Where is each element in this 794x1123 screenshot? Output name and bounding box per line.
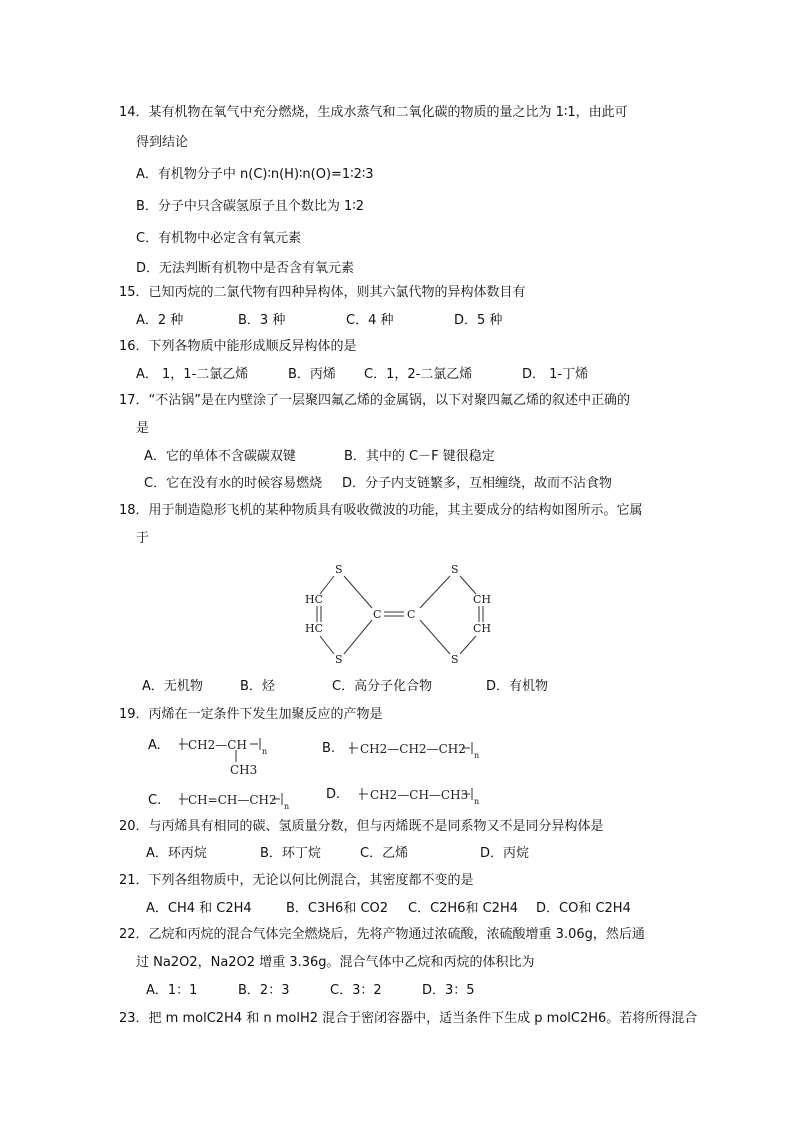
q21-stem: 21．下列各组物质中，无论以何比例混合，其密度都不变的是 <box>119 873 474 888</box>
q16-option-b: B．丙烯 <box>288 367 336 382</box>
q19-b-n: n <box>474 751 480 760</box>
q15-option-c: C．4 种 <box>346 313 394 328</box>
q22-option-c: C．3：2 <box>330 983 382 998</box>
q22-option-d: D．3：5 <box>422 983 475 998</box>
s-atom-bottom-right: S <box>451 653 459 666</box>
q15-stem: 15．已知丙烷的二氯代物有四种异构体，则其六氯代物的异构体数目有 <box>119 285 526 300</box>
q19-c-n: n <box>284 802 290 811</box>
q19-d-n: n <box>474 797 480 806</box>
q22-stem-line1: 22．乙烷和丙烷的混合气体完全燃烧后，先将产物通过浓硫酸，浓硫酸增重 3.06g，然后通 <box>119 927 645 942</box>
hc-group-bottom: HC <box>305 622 324 635</box>
q22-stem-line2: 过 Na2O2，Na2O2 增重 3.36g。混合气体中乙烷和丙烷的体积比为 <box>136 955 535 970</box>
q17-option-d: D．分子内支链繁多，互相缠绕，故而不沾食物 <box>342 476 613 491</box>
q14-option-b: B．分子中只含碳氢原子且个数比为 1∶2 <box>136 199 364 214</box>
s-atom-top-right: S <box>451 563 459 576</box>
q19-c-chain: CH=CH—CH2 <box>188 793 277 807</box>
q21-option-d: D．CO和 C2H4 <box>536 901 631 916</box>
q21-option-a: A．CH4 和 C2H4 <box>146 901 252 916</box>
q19-a-side-group: CH3 <box>230 763 258 777</box>
ch-group-bottom: CH <box>473 622 492 635</box>
q15-option-a: A．2 种 <box>136 313 184 328</box>
q20-option-b: B．环丁烷 <box>260 846 321 861</box>
s-atom-top-left: S <box>335 563 343 576</box>
q21-option-b: B．C3H6和 CO2 <box>286 901 389 916</box>
q14-option-a: A．有机物分子中 n(C)∶n(H)∶n(O)=1∶2∶3 <box>136 167 374 182</box>
q18-stem-line1: 18．用于制造隐形飞机的某种物质具有吸收微波的功能，其主要成分的结构如图所示。它属 <box>119 503 643 518</box>
q19-option-b-label: B. <box>322 741 336 756</box>
q19-d-chain: CH2—CH—CH3 <box>370 788 469 802</box>
q14-option-c: C．有机物中必定含有氧元素 <box>136 231 302 246</box>
q18-option-c: C．高分子化合物 <box>332 679 433 694</box>
q18-stem-line2: 于 <box>136 531 150 546</box>
hc-group-top: HC <box>305 593 324 606</box>
tetrathiafulvalene-structure <box>296 556 506 672</box>
q16-option-a: A． 1，1-二氯乙烯 <box>136 367 249 382</box>
ch-group-top: CH <box>473 593 492 606</box>
q18-option-b: B．烃 <box>240 679 275 694</box>
c-atom-right: C <box>407 608 416 621</box>
q15-option-b: B．3 种 <box>238 313 286 328</box>
q19-b-chain: CH2—CH2—CH2 <box>360 742 466 756</box>
q20-option-a: A．环丙烷 <box>146 846 207 861</box>
q14-stem-line1: 14．某有机物在氧气中充分燃烧，生成水蒸气和二氧化碳的物质的量之比为 1∶1，由此可 <box>119 105 628 120</box>
q22-option-a: A．1：1 <box>146 983 198 998</box>
q19-stem: 19．丙烯在一定条件下发生加聚反应的产物是 <box>119 707 383 722</box>
q16-option-c: C．1，2-二氯乙烯 <box>364 367 473 382</box>
q19-a-chain: CH2—CH <box>188 738 247 752</box>
q17-stem-line2: 是 <box>136 421 150 436</box>
q14-stem-line2: 得到结论 <box>136 135 189 150</box>
q19-option-b-structure <box>346 736 486 760</box>
q19-option-d-structure <box>356 782 486 806</box>
q20-option-c: C．乙烯 <box>360 846 409 861</box>
q16-option-d: D． 1-丁烯 <box>522 367 589 382</box>
q15-option-d: D．5 种 <box>454 313 503 328</box>
q17-option-b: B．其中的 C－F 键很稳定 <box>344 449 495 464</box>
q20-stem: 20．与丙烯具有相同的碳、氢质量分数，但与丙烯既不是同系物又不是同分异构体是 <box>119 819 604 834</box>
q20-option-d: D．丙烷 <box>480 846 530 861</box>
q19-option-c-label: C. <box>148 793 162 808</box>
q19-option-c-structure <box>176 787 296 811</box>
q21-option-c: C．C2H6和 C2H4 <box>408 901 518 916</box>
q19-a-n: n <box>262 747 268 756</box>
c-atom-left: C <box>373 608 382 621</box>
q19-option-d-label: D. <box>326 787 341 802</box>
q16-stem: 16．下列各物质中能形成顺反异构体的是 <box>119 339 357 354</box>
q18-option-d: D．有机物 <box>486 679 549 694</box>
s-atom-bottom-left: S <box>335 653 343 666</box>
q19-option-a-structure <box>176 732 276 780</box>
q14-option-d: D．无法判断有机物中是否含有氧元素 <box>136 261 355 276</box>
q18-option-a: A．无机物 <box>142 679 203 694</box>
q17-stem-line1: 17．“不沾锅”是在内壁涂了一层聚四氟乙烯的金属锅，以下对聚四氟乙烯的叙述中正确的 <box>119 393 631 408</box>
q17-option-a: A．它的单体不含碳碳双键 <box>144 449 296 464</box>
q19-option-a-label: A. <box>148 738 161 753</box>
q22-option-b: B．2：3 <box>238 983 290 998</box>
q23-stem: 23．把 m molC2H4 和 n molH2 混合于密闭容器中，适当条件下生成 p molC2H6。若将所得混合 <box>119 1011 698 1026</box>
q17-option-c: C．它在没有水的时候容易燃烧 <box>144 476 323 491</box>
